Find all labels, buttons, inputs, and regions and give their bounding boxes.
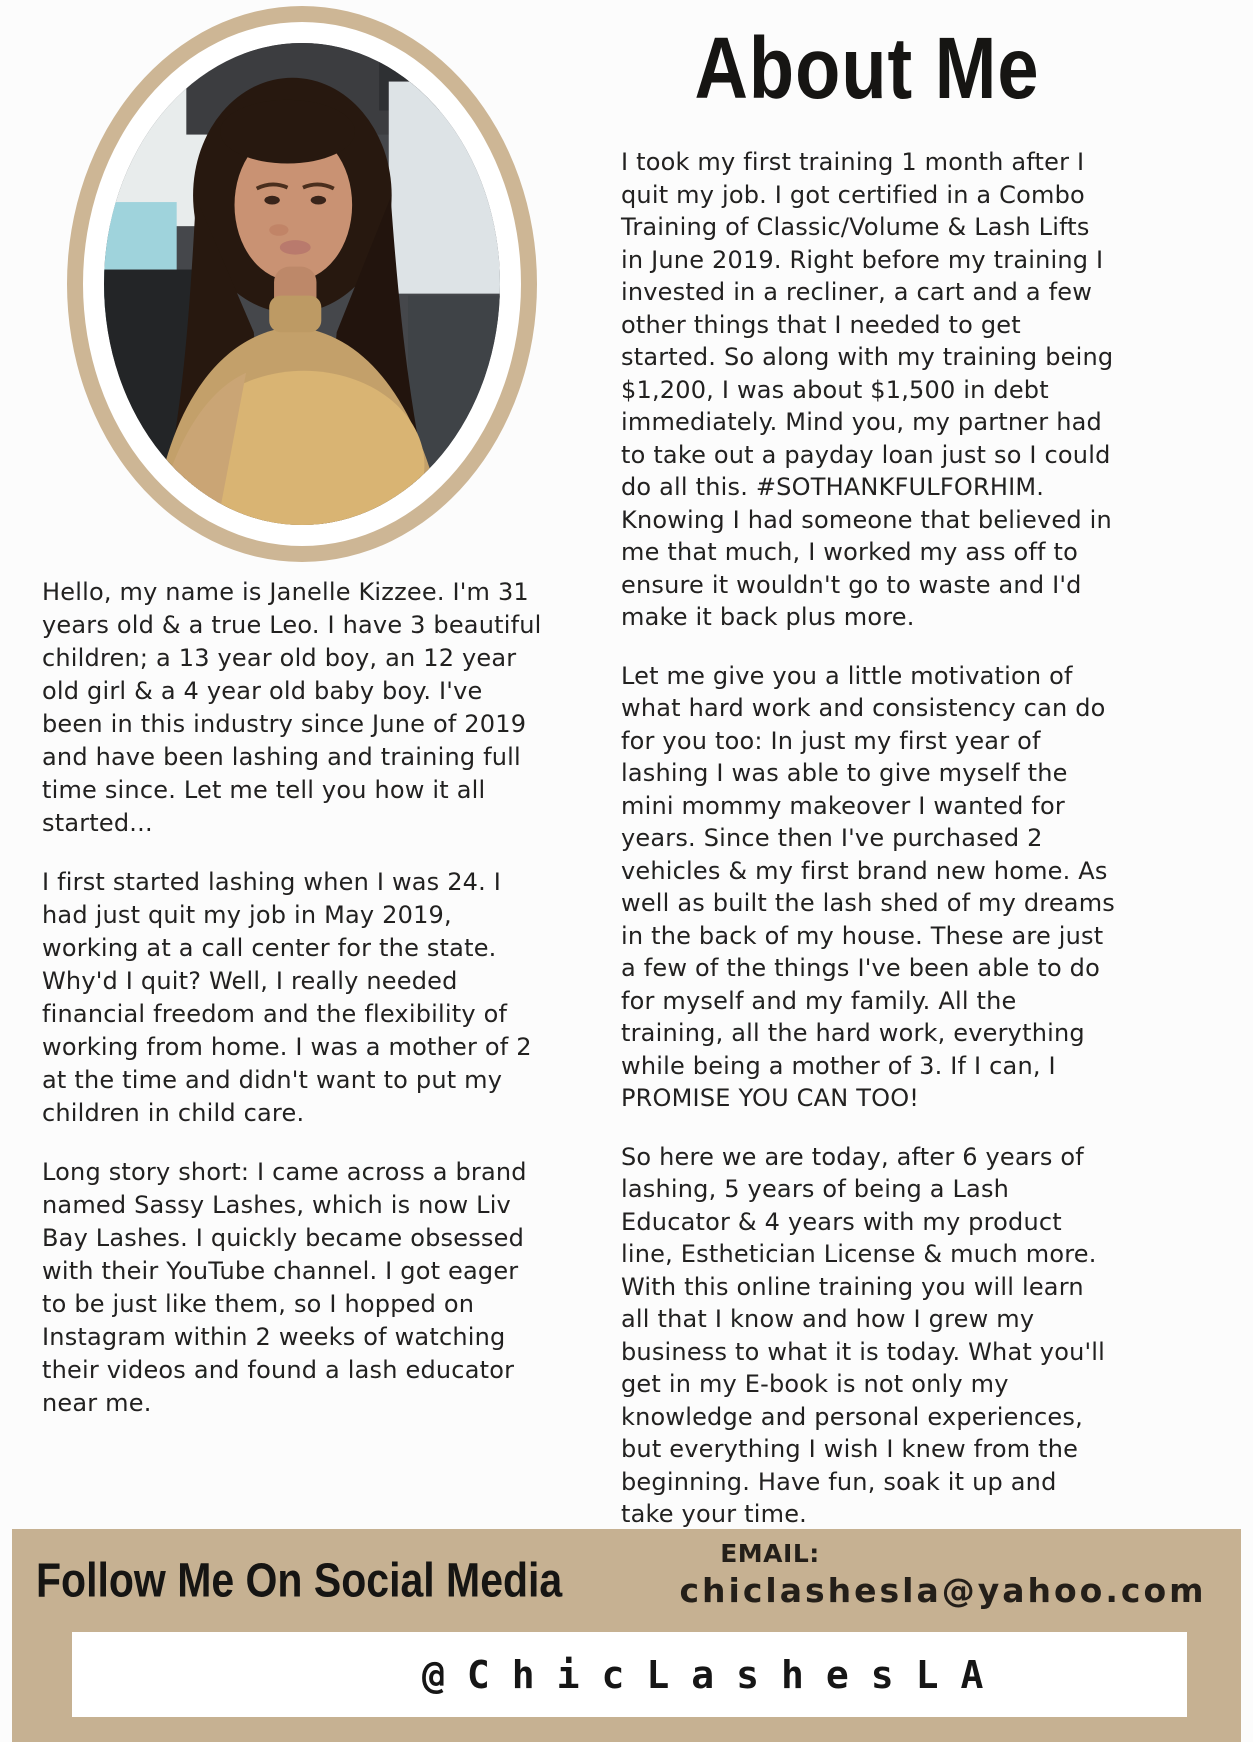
bio-paragraph: Long story short: I came across a brand named Sassy Lashes, which is now Liv Bay Lashes. I quickly became obsessed with their YouTube channel. I got eager to be just like them, so I hopped on Instagram within 2 weeks of watching their videos and found a lash educator near me. xyxy=(42,1158,527,1417)
bio-column-left xyxy=(42,576,544,1446)
profile-photo xyxy=(104,43,500,525)
bio-column-right xyxy=(621,146,1117,1557)
portrait-illustration xyxy=(104,43,500,525)
bio-paragraph: Hello, my name is Janelle Kizzee. I'm 31 years old & a true Leo. I have 3 beautiful children; a 13 year old boy, an 12 year old girl & a 4 year old baby boy. I've been in this industry since June of 2019 and have been lashing and training full time since. Let me tell you how it all started... xyxy=(42,578,542,837)
bio-paragraph: So here we are today, after 6 years of lashing, 5 years of being a Lash Educator & 4 years with my product line, Esthetician License & much more. With this online training you will learn all that I know and how I grew my business to what it is today. What you'll get in my E-book is not only my knowledge and personal experiences, but everything I wish I knew from the beginning. Have fun, soak it up and take your time. xyxy=(621,1142,1106,1528)
bio-paragraph: I took my first training 1 month after I quit my job. I got certified in a Combo Training of Classic/Volume & Lash Lifts in June 2019. Right before my training I invested in a recliner, a cart and a few other things that I needed to get started. So along with my training being $1,200, I was about $1,500 in debt immediately. Mind you, my partner had to take out a payday loan just so I could do all this. #SOTHANKFULFORHIM. Knowing I had someone that believed in me that much, I worked my ass off to ensure it wouldn't go to waste and I'd make it back plus more. xyxy=(621,148,1114,631)
email-label: EMAIL: xyxy=(720,1539,820,1568)
bio-paragraph: I first started lashing when I was 24. I had just quit my job in May 2019, working at a call center for the state. Why'd I quit? Well, I really needed financial freedom and the flexibility of working from home. I was a mother of 2 at the time and didn't want to put my children in child care. xyxy=(42,868,532,1127)
page-title: About Me xyxy=(694,19,1040,118)
social-media-banner xyxy=(12,1529,1241,1742)
bio-paragraph: Let me give you a little motivation of what hard work and consistency can do for you too: In just my first year of lashing I was able to give myself the mini mommy makeover I wanted for years. Since then I've purchased 2 vehicles & my first brand new home. As well as built the lash shed of my dreams in the back of my house. These are just a few of the things I've been able to do for myself and my family. All the training, all the hard work, everything while being a mother of 3. If I can, I PROMISE YOU CAN TOO! xyxy=(621,661,1115,1112)
social-handle-bar xyxy=(72,1632,1187,1717)
profile-photo-ring xyxy=(67,6,537,562)
social-media-heading: Follow Me On Social Media xyxy=(36,1553,563,1608)
email-address: chiclashesla@yahoo.com xyxy=(679,1571,1207,1610)
social-handle: @ChicLashesLA xyxy=(422,1652,1006,1697)
